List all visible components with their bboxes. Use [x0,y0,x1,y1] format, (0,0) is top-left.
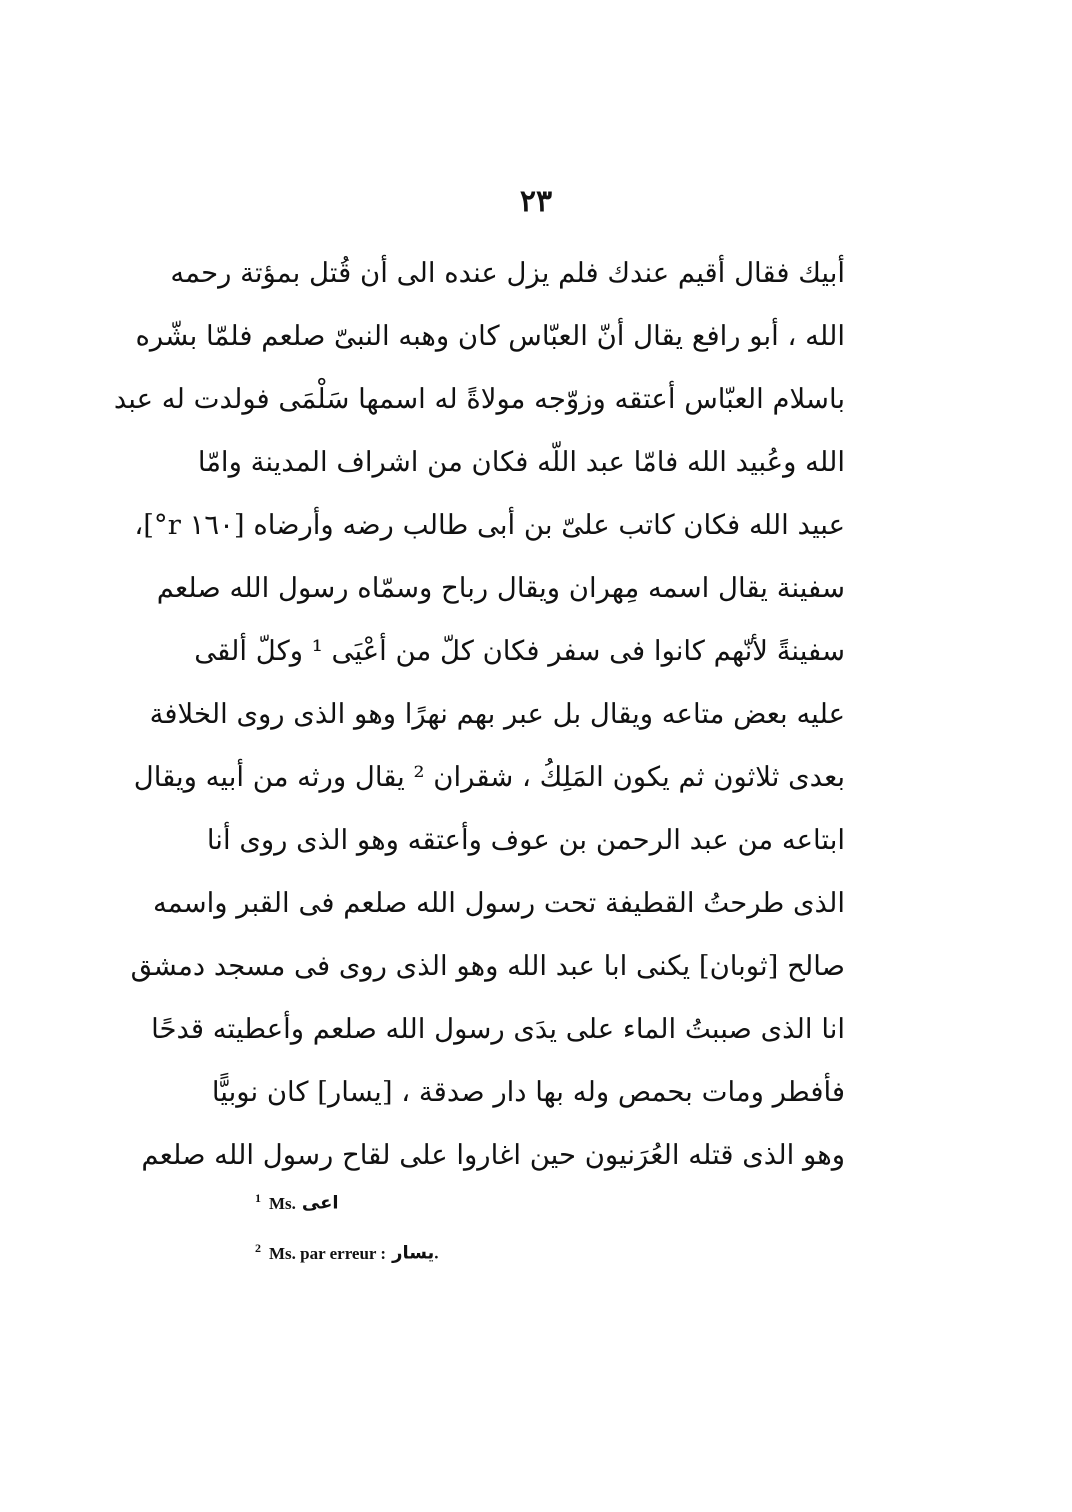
body-text [113,242,845,1187]
text-line: باسلام العبّاس أعتقه وزوّجه مولاةً له اسمها سَلْمَى فولدت له عبد [113,383,845,415]
footnote-text: Ms. par erreur : [269,1243,387,1263]
text-line: سفينة يقال اسمه مِهران ويقال رباح وسمّاه رسول الله صلعم [156,572,845,604]
text-line: الله ، أبو رافع يقال أنّ العبّاس كان وهبه النبىّ صلعم فلمّا بشّره [135,320,845,352]
page-number: ٢٣ [519,184,553,219]
footnotes [255,1180,655,1280]
footnote-2 [255,1230,655,1280]
footnote-text: Ms. [269,1193,296,1213]
text-line: سفينةً لأنّهم كانوا فى سفر فكان كلّ من أعْيَى ¹ وكلّ ألقى [194,635,845,667]
text-line: صالح [ثوبان] يكنى ابا عبد الله وهو الذى روى فى مسجد دمشق [130,950,845,982]
footnote-1 [255,1180,655,1230]
text-line: ابتاعه من عبد الرحمن بن عوف وأعتقه وهو الذى روى أنا [206,824,845,856]
footnote-mark: 2 [255,1241,261,1255]
text-line: وهو الذى قتله العُرَنيون حين اغاروا على لقاح رسول الله صلعم [141,1139,845,1171]
footnote-arabic: يسار [392,1242,435,1264]
text-line: عليه بعض متاعه ويقال بل عبر بهم نهرًا وهو الذى روى الخلافة [149,698,845,730]
text-line: الله وعُبيد الله فامّا عبد اللّه فكان من اشراف المدينة وامّا [197,446,845,478]
footnote-mark: 1 [255,1191,261,1205]
text-line: بعدى ثلاثون ثم يكون المَلِكُ ، شقران ² يقال ورثه من أبيه ويقال [133,761,845,793]
footnote-arabic: اعى [301,1192,339,1214]
text-line: انا الذى صببتُ الماء على يدَى رسول الله صلعم وأعطيته قدحًا [151,1013,845,1045]
text-line: عبيد الله فكان كاتب علىّ بن أبى طالب رضه وأرضاه [١٦٠ r°]، [134,509,845,541]
footnote-end: . [434,1243,439,1263]
text-line: فأفطر ومات بحمص وله بها دار صدقة ، [يسار] كان نوبيًّا [211,1076,845,1108]
text-line: أبيك فقال أقيم عندك فلم يزل عنده الى أن قُتل بمؤتة رحمه [170,257,845,289]
text-line: الذى طرحتُ القطيفة تحت رسول الله صلعم فى القبر واسمه [152,887,845,919]
